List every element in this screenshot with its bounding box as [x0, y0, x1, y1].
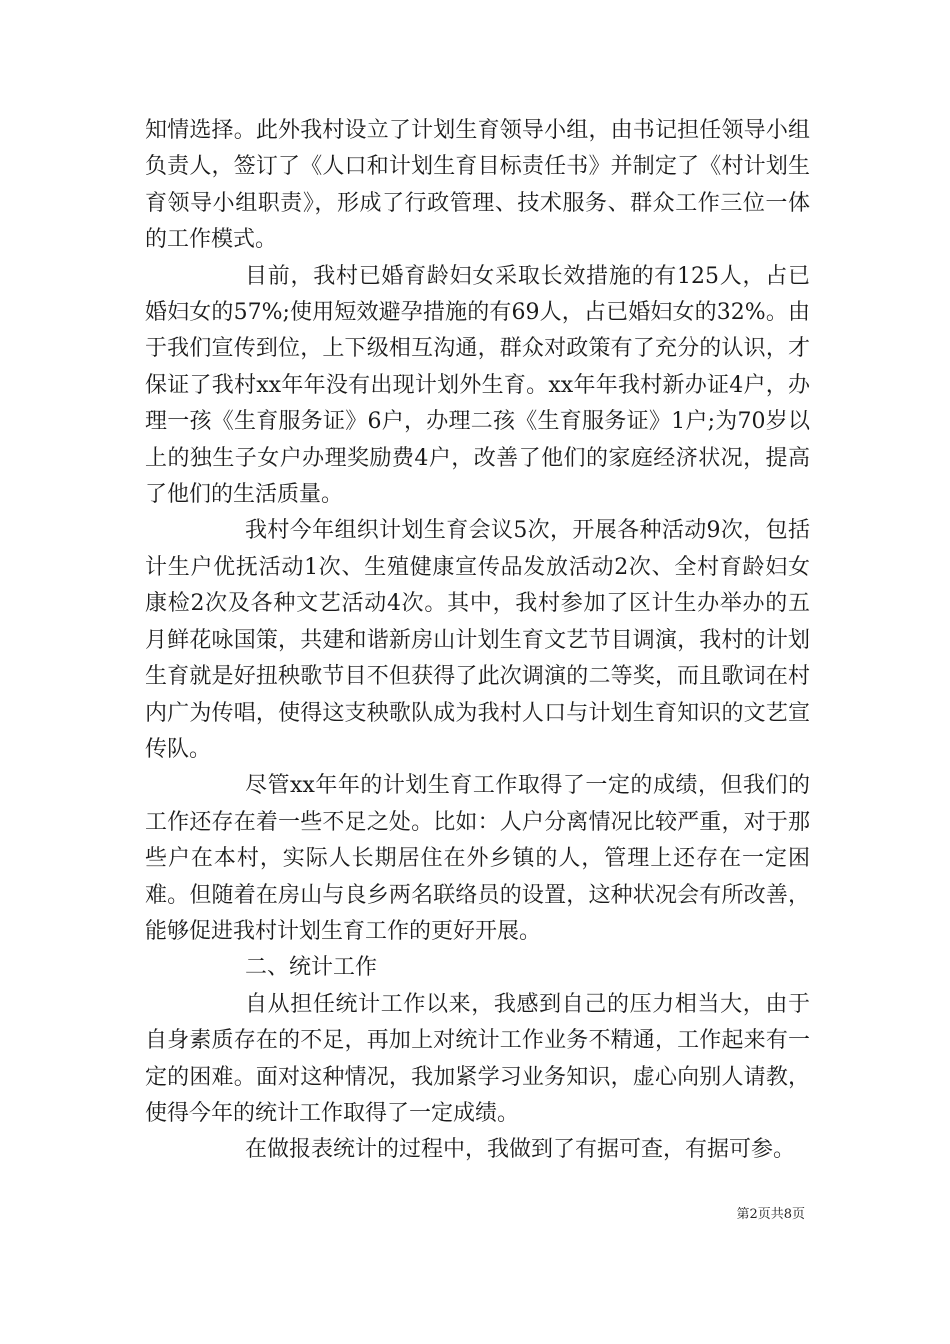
paragraph-activities: 我村今年组织计划生育会议5次，开展各种活动9次，包括计生户优抚活动1次、生殖健康宣传品发放活动2次、全村育龄妇女康检2次及各种文艺活动4次。其中，我村参加了区计生办举办的五月鲜花咏国策，共建和谐新房山计划生育文艺节目调演，我村的计划生育就是好扭秧歌节目不但获得了此次调演的二等奖，而且歌词在村内广为传唱，使得这支秧歌队成为我村人口与计划生育知识的文艺宣传队。 — [145, 518, 810, 762]
paragraph-report-statistics: 在做报表统计的过程中，我做到了有据可查，有据可参。 — [245, 1137, 796, 1163]
paragraph-shortcomings: 尽管xx年年的计划生育工作取得了一定的成绩，但我们的工作还存在着一些不足之处。比如：人户分离情况比较严重，对于那些户在本村，实际人长期居住在外乡镇的人，管理上还存在一定困难。但随着在房山与良乡两名联络员的设置，这种状况会有所改善，能够促进我村计划生育工作的更好开展。 — [145, 773, 810, 944]
paragraph-statistics-work: 自从担任统计工作以来，我感到自己的压力相当大，由于自身素质存在的不足，再加上对统计工作业务不精通，工作起来有一定的困难。面对这种情况，我加紧学习业务知识，虚心向别人请教，使得今年的统计工作取得了一定成绩。 — [145, 991, 810, 1126]
section-heading-statistics: 二、统计工作 — [245, 955, 378, 981]
paragraph-continuation: 知情选择。此外我村设立了计划生育领导小组，由书记担任领导小组负责人，签订了《人口和计划生育目标责任书》并制定了《村计划生育领导小组职责》，形成了行政管理、技术服务、群众工作三位一体的工作模式。 — [145, 118, 810, 253]
paragraph-contraception-stats: 目前，我村已婚育龄妇女采取长效措施的有125人，占已婚妇女的57%;使用短效避孕措施的有69人，占已婚妇女的32%。由于我们宣传到位，上下级相互沟通，群众对政策有了充分的认识，才保证了我村xx年年没有出现计划外生育。xx年年我村新办证4户，办理一孩《生育服务证》6户，办理二孩《生育服务证》1户;为70岁以上的独生子女户办理奖励费4户，改善了他们的家庭经济状况，提高了他们的生活质量。 — [145, 263, 810, 508]
page-number: 第2页共8页 — [736, 1207, 805, 1222]
document-body — [145, 113, 810, 1169]
